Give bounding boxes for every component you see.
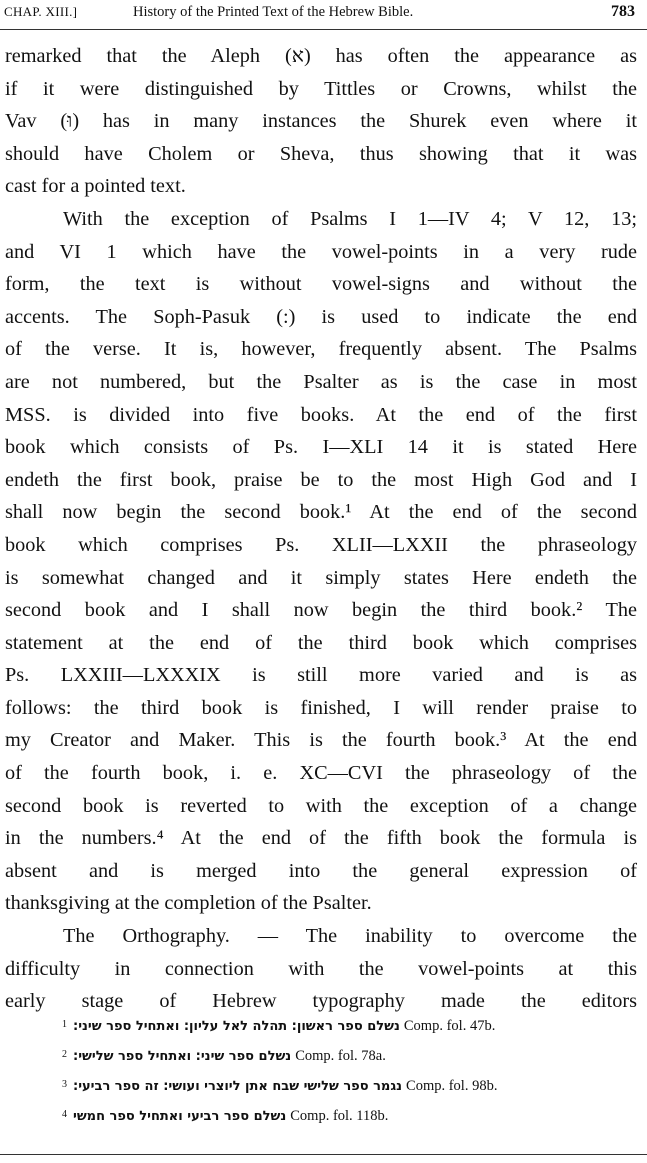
text-line: if it were distinguished by Tittles or Crowns, whilst the [5,77,637,100]
footnote-reference: Comp. fol. 47b. [403,1018,496,1034]
footnote [62,1108,642,1125]
footnote-hebrew: נגמר ספר שלישי שבח אתן ליוצרי ועושי: זה ספר רביעי: [73,1079,403,1094]
footnote-number: 2 [62,1049,67,1060]
text-line: second book is reverted to with the exception of a change [5,794,637,817]
text-line: thanksgiving at the completion of the Psalter. [5,892,372,915]
text-line: are not numbered, but the Psalter as is the case in most [5,370,637,393]
footnote-reference: Comp. fol. 98b. [406,1078,498,1094]
footnote-hebrew: נשלם ספר רביעי ואתחיל ספר חמשי [73,1109,287,1124]
text-line: early stage of Hebrew typography made the editors [5,990,637,1013]
text-line: accents. The Soph-Pasuk (:) is used to indicate the end [5,305,637,328]
text-line: book which consists of Ps. I—XLI 14 it is stated Here [5,436,637,459]
header-rule [0,29,647,30]
text-line: statement at the end of the third book which comprises [5,631,637,654]
body-text [5,40,637,1018]
text-line: form, the text is without vowel-signs and without the [5,273,637,296]
chapter-label: CHAP. XIII.] [4,4,78,19]
text-line: difficulty in connection with the vowel-points at this [5,957,637,980]
running-title: History of the Printed Text of the Hebrew Bible. [133,4,414,20]
text-line: book which comprises Ps. XLII—LXXII the phraseology [5,533,637,556]
text-line: of the verse. It is, however, frequently absent. The Psalms [5,338,637,361]
footnote [62,1048,642,1065]
text-line: in the numbers.⁴ At the end of the fifth book the formula is [5,827,637,850]
text-line: my Creator and Maker. This is the fourth book.³ At the end [5,729,637,752]
footnote [62,1078,642,1095]
text-line: follows: the third book is finished, I will render praise to [5,696,637,719]
text-line: With the exception of Psalms I 1—IV 4; V 12, 13; [63,207,637,230]
text-line: is somewhat changed and it simply states Here endeth the [5,566,637,589]
text-line: second book and I shall now begin the third book.² The [5,599,637,622]
text-line: Vav (וּ) has in many instances the Shurek even where it [5,110,637,133]
text-line: remarked that the Aleph (א) has often the appearance as [5,45,637,67]
footnote-number: 3 [62,1079,67,1090]
footnote-reference: Comp. fol. 118b. [290,1108,389,1124]
footnote-hebrew: נשלם ספר שיני: ואתחיל ספר שלישי: [73,1049,292,1064]
footnote [62,1018,642,1035]
text-line: of the fourth book, i. e. XC—CVI the phraseology of the [5,762,637,785]
footnote-number: 1 [62,1019,67,1030]
text-line: endeth the first book, praise be to the most High God and I [5,468,637,491]
text-line: should have Cholem or Sheva, thus showing that it was [5,142,637,165]
text-line: Ps. LXXIII—LXXXIX is still more varied and is as [5,664,637,687]
text-line: The Orthography. — The inability to overcome the [63,925,637,948]
text-line: shall now begin the second book.¹ At the end of the second [5,501,637,524]
running-header [0,0,647,30]
page-number: 783 [611,3,635,20]
footnote-reference: Comp. fol. 78a. [295,1048,386,1064]
text-line: absent and is merged into the general expression of [5,859,637,882]
footnote-hebrew: נשלם ספר ראשון: תהלה לאל עליון: ואתחיל ספר שיני: [73,1019,400,1034]
footer-rule [0,1154,647,1155]
footnote-number: 4 [62,1109,67,1120]
text-line: cast for a pointed text. [5,175,186,198]
text-line: and VI 1 which have the vowel-points in a very rude [5,240,637,263]
text-line: MSS. is divided into five books. At the end of the first [5,403,637,426]
